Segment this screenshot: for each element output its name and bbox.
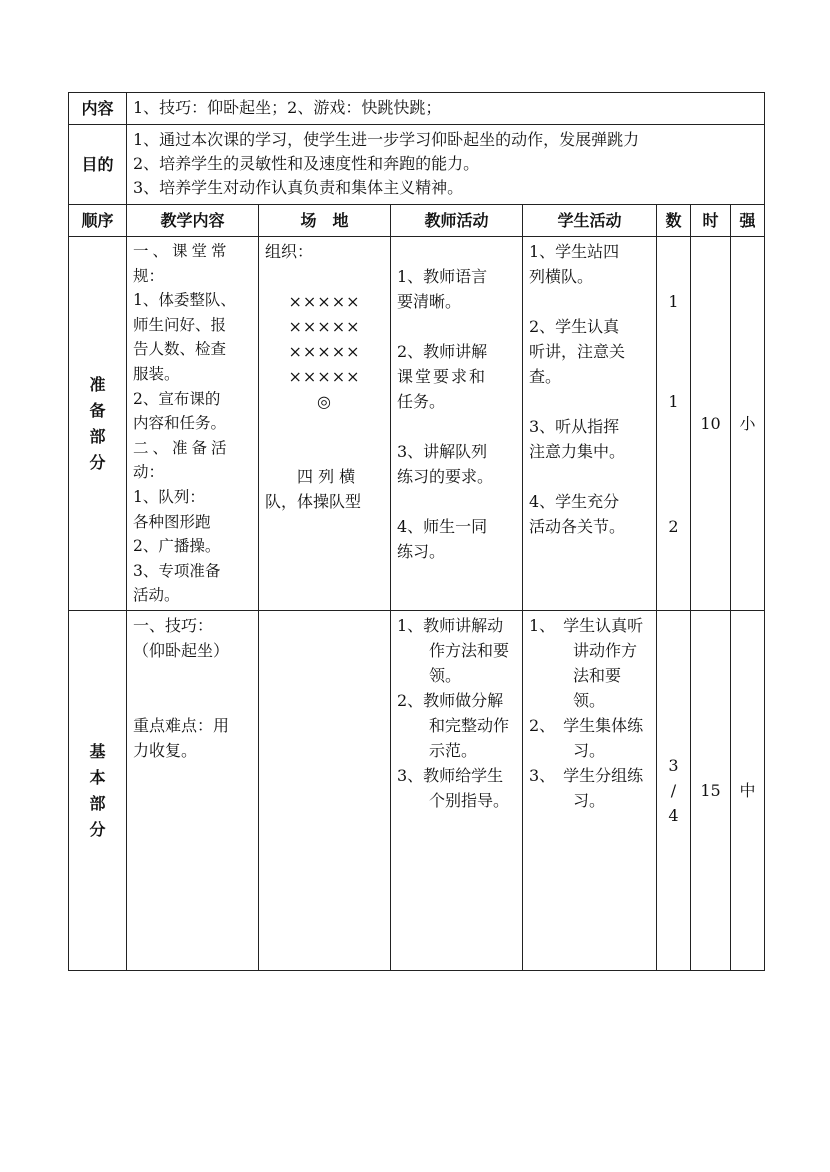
count-value: 1 — [668, 392, 679, 411]
prep-section-char: 分 — [89, 452, 106, 472]
teacher-line: 练习的要求。 — [397, 467, 494, 486]
prep-venue — [259, 237, 391, 611]
prep-section-char: 准 — [89, 374, 106, 394]
basic-row — [69, 611, 765, 971]
teacher-line: 4、师生一同 — [397, 517, 488, 536]
student-line: 3、听从指挥 — [529, 417, 620, 436]
teacher-line: 课堂要求和 — [397, 367, 488, 386]
header-student-activity: 学生活动 — [523, 205, 657, 237]
purpose-row — [69, 125, 765, 205]
prep-content-line: 1、队列： — [133, 487, 205, 506]
student-line: 1、学生站四 — [529, 242, 620, 261]
basic-section-char: 本 — [89, 767, 106, 787]
formation-row: ××××× — [288, 292, 361, 311]
student-line: 2、学生认真 — [529, 317, 620, 336]
prep-content-line: 各种图形跑 — [133, 512, 211, 531]
formation-diagram — [265, 289, 384, 414]
prep-section-char: 备 — [89, 400, 106, 420]
prep-content-line: 2、宣布课的 — [133, 389, 221, 408]
prep-content-line: 动： — [133, 463, 165, 482]
header-order: 顺序 — [69, 205, 127, 237]
teacher-item: 1、教师讲解动作方法和要领。 — [397, 616, 510, 685]
prep-count — [657, 237, 691, 611]
purpose-text — [127, 125, 765, 205]
teacher-position-icon: ◎ — [317, 392, 332, 411]
teacher-line: 2、教师讲解 — [397, 342, 488, 361]
prep-section-char: 部 — [89, 426, 106, 446]
header-time: 时 — [691, 205, 731, 237]
prep-content-line: 活动。 — [133, 586, 180, 605]
prep-content-line: 内容和任务。 — [133, 414, 227, 433]
header-teacher-activity: 教师活动 — [391, 205, 523, 237]
basic-content — [127, 611, 259, 971]
count-value: 4 — [668, 806, 679, 825]
formation-row: ××××× — [288, 317, 361, 336]
basic-student-activity — [523, 611, 657, 971]
student-line: 查。 — [529, 367, 562, 386]
venue-note-line: 四 列 横 — [265, 467, 356, 486]
lesson-plan-table — [68, 92, 765, 971]
prep-time: 10 — [691, 237, 731, 611]
student-line: 注意力集中。 — [529, 442, 626, 461]
content-label: 内容 — [69, 93, 127, 125]
basic-content-line: 重点难点：用 — [133, 716, 230, 735]
purpose-line: 1、通过本次课的学习，使学生进一步学习仰卧起坐的动作，发展弹跳力 — [133, 130, 640, 149]
count-value: / — [670, 781, 677, 800]
purpose-line: 3、培养学生对动作认真负责和集体主义精神。 — [133, 178, 464, 197]
venue-note-line: 队，体操队型 — [265, 492, 362, 511]
basic-section-char: 分 — [89, 819, 106, 839]
basic-intensity: 中 — [731, 611, 765, 971]
prep-content-line: 师生问好、报 — [133, 315, 227, 334]
venue-org-label: 组织： — [265, 242, 314, 261]
teacher-line: 1、教师语言 — [397, 267, 488, 286]
basic-content-line: 力收复。 — [133, 741, 198, 760]
purpose-label: 目的 — [69, 125, 127, 205]
count-value: 2 — [668, 517, 679, 536]
student-line: 听讲，注意关 — [529, 342, 626, 361]
content-row — [69, 93, 765, 125]
prep-content-line: 1、体委整队、 — [133, 291, 236, 310]
prep-content-line: 告人数、检查 — [133, 340, 227, 359]
teacher-line: 任务。 — [397, 392, 446, 411]
basic-count — [657, 611, 691, 971]
formation-row: ××××× — [288, 367, 361, 386]
prep-content — [127, 237, 259, 611]
header-teaching-content: 教学内容 — [127, 205, 259, 237]
basic-teacher-activity — [391, 611, 523, 971]
teacher-line: 3、讲解队列 — [397, 442, 488, 461]
prep-intensity: 小 — [731, 237, 765, 611]
basic-content-line: （仰卧起坐） — [133, 641, 230, 660]
prep-student-activity — [523, 237, 657, 611]
student-item: 2、 学生集体练习。 — [529, 716, 644, 760]
prep-row — [69, 237, 765, 611]
student-line: 活动各关节。 — [529, 517, 626, 536]
basic-time: 15 — [691, 611, 731, 971]
basic-section-char: 基 — [89, 741, 106, 761]
count-value: 1 — [668, 292, 679, 311]
prep-teacher-activity — [391, 237, 523, 611]
header-intensity: 强 — [731, 205, 765, 237]
teacher-line: 练习。 — [397, 542, 446, 561]
prep-content-line: 二、准备活 — [133, 438, 231, 457]
formation-row: ××××× — [288, 342, 361, 361]
student-item: 3、 学生分组练习。 — [529, 766, 644, 810]
header-count: 数 — [657, 205, 691, 237]
lesson-plan-document — [68, 92, 765, 971]
basic-section-char: 部 — [89, 793, 106, 813]
count-value: 3 — [668, 756, 679, 775]
teacher-item: 2、教师做分解和完整动作示范。 — [397, 691, 510, 760]
basic-content-line: 一、技巧： — [133, 616, 214, 635]
basic-venue — [259, 611, 391, 971]
student-item: 1、 学生认真听讲动作方法和要领。 — [529, 616, 644, 710]
teacher-line: 要清晰。 — [397, 292, 462, 311]
basic-section-label — [69, 611, 127, 971]
student-line: 列横队。 — [529, 267, 594, 286]
student-line: 4、学生充分 — [529, 492, 620, 511]
teacher-item: 3、教师给学生个别指导。 — [397, 766, 510, 810]
prep-content-line: 3、专项准备 — [133, 561, 221, 580]
prep-content-line: 服装。 — [133, 364, 180, 383]
prep-section-label — [69, 237, 127, 611]
header-row — [69, 205, 765, 237]
prep-content-line: 2、广播操。 — [133, 537, 221, 556]
prep-content-line: 一、课堂常 — [133, 242, 231, 260]
purpose-line: 2、培养学生的灵敏性和及速度性和奔跑的能力。 — [133, 154, 480, 173]
prep-content-line: 规： — [133, 266, 165, 285]
content-text: 1、技巧：仰卧起坐；2、游戏：快跳快跳； — [127, 93, 765, 125]
header-venue: 场 地 — [259, 205, 391, 237]
